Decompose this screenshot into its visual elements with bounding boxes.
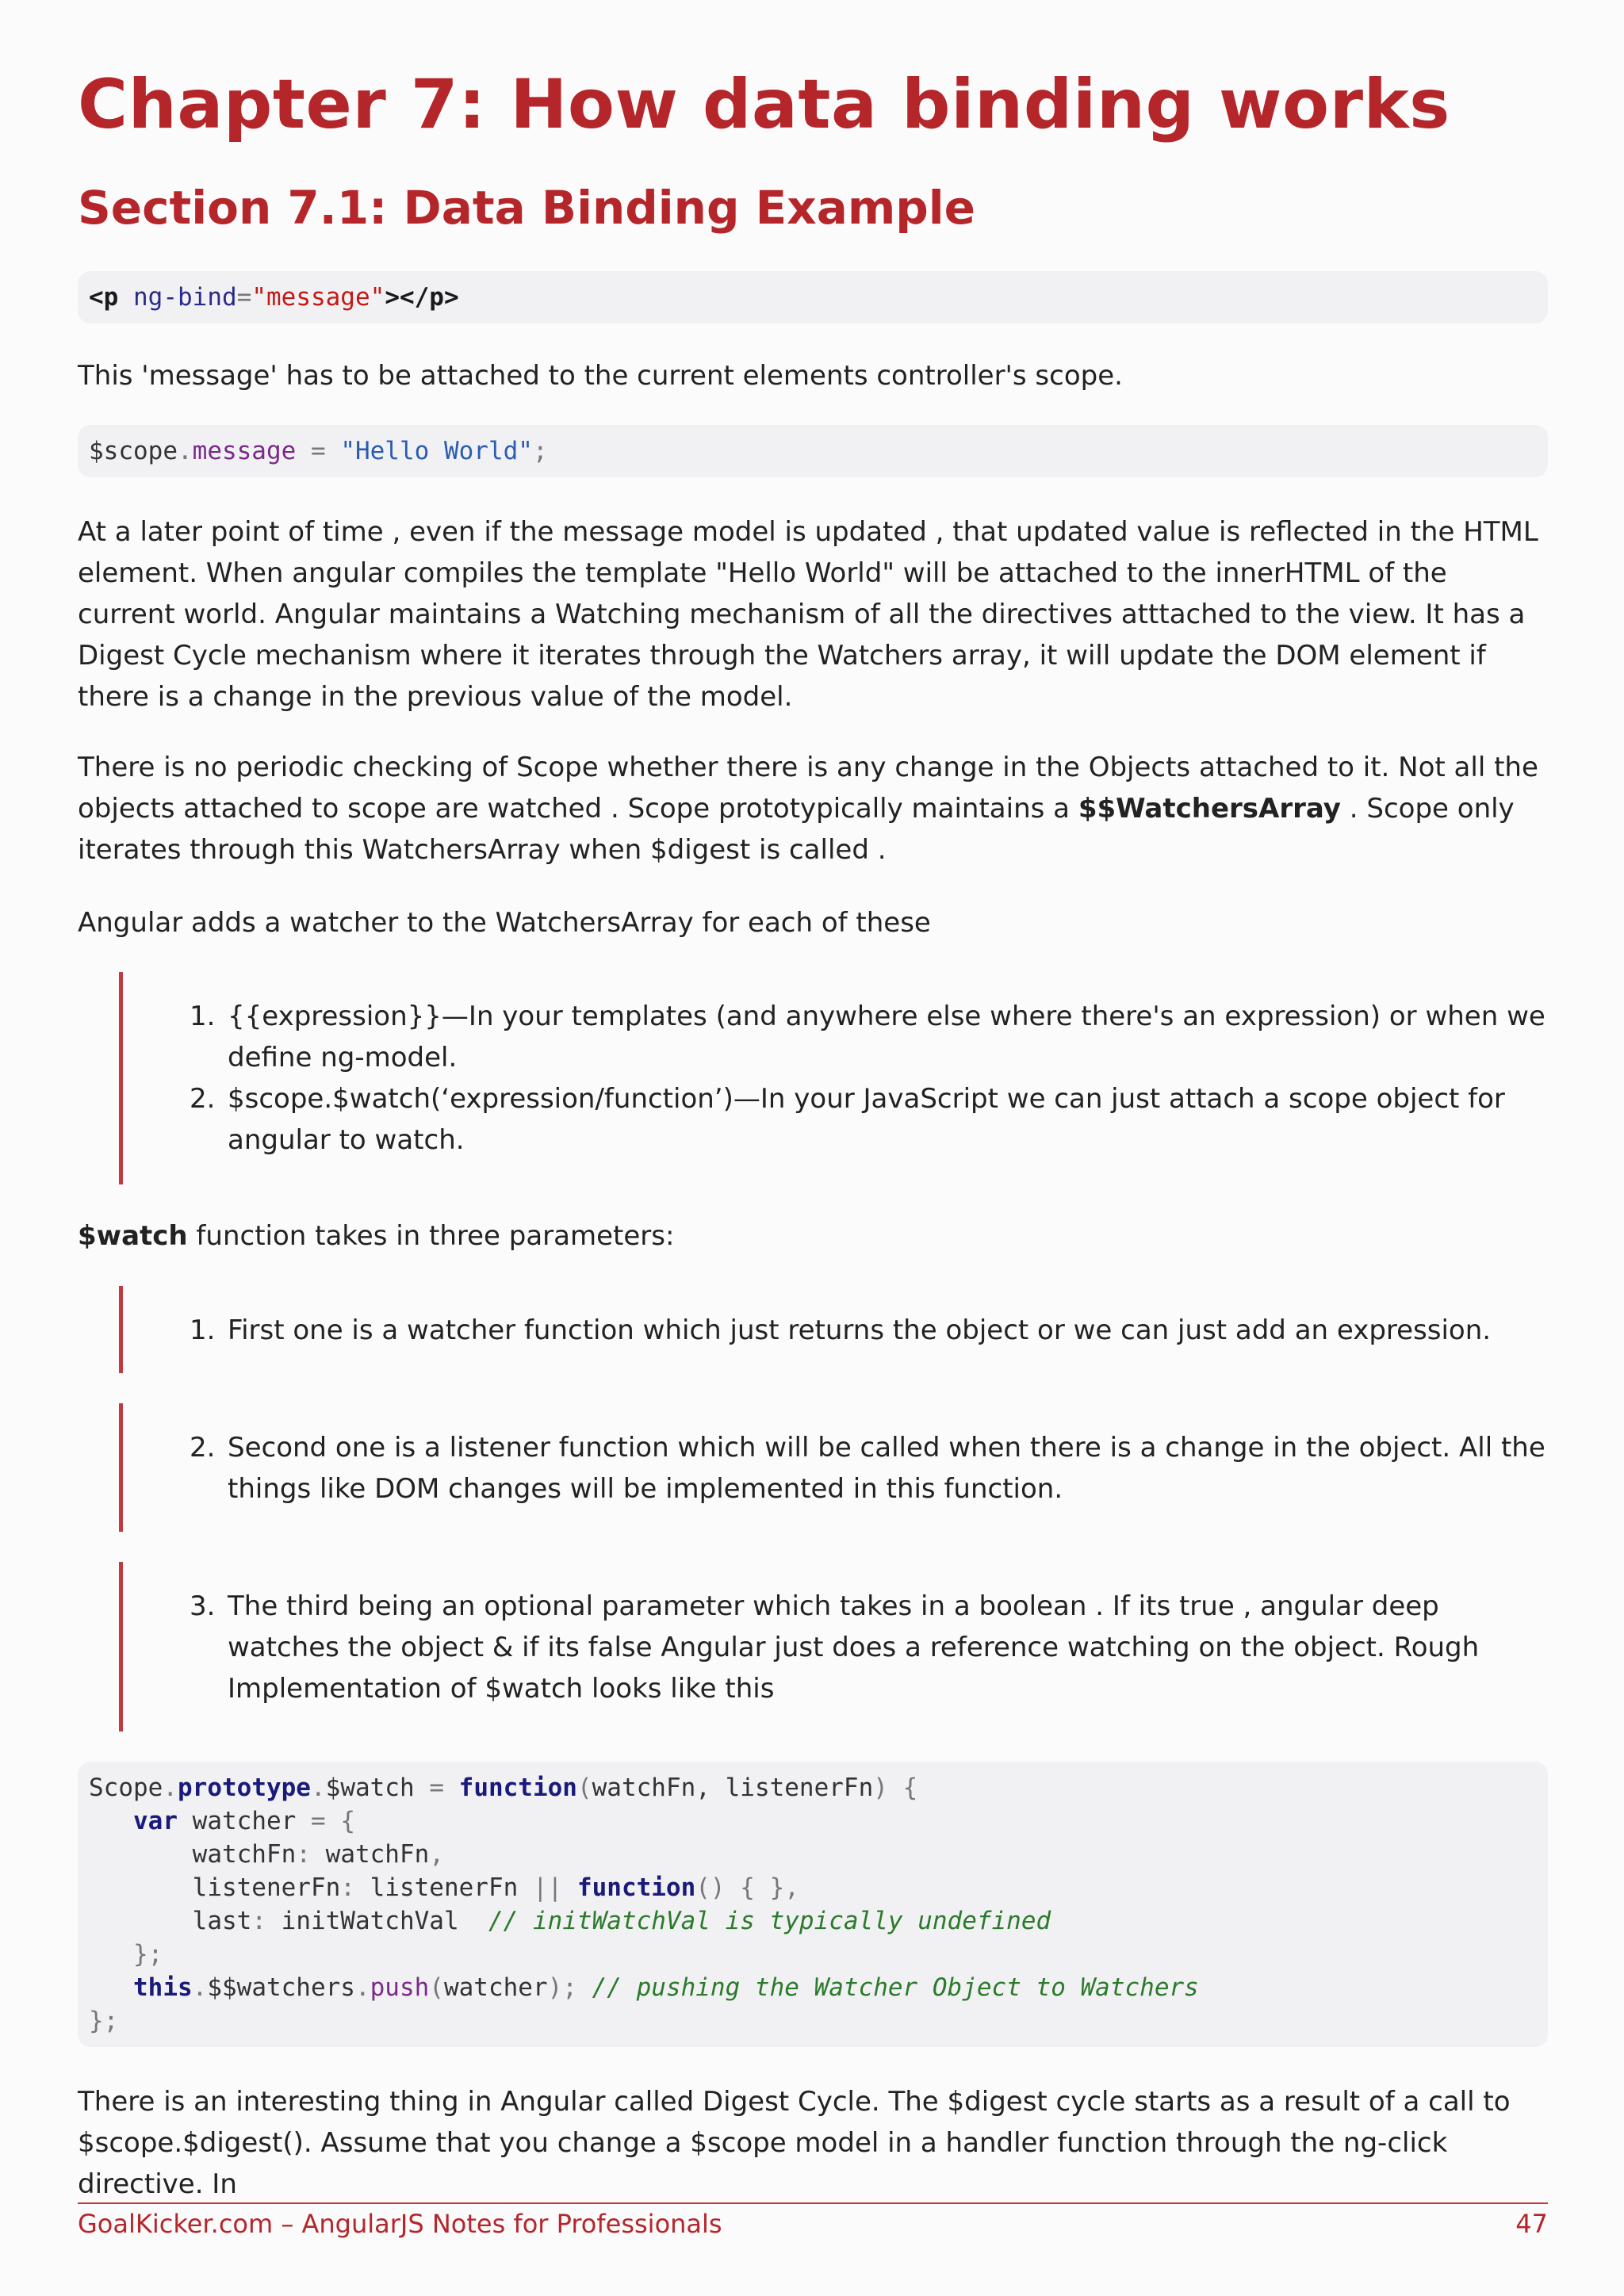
bold-term: $$WatchersArray	[1078, 793, 1341, 825]
paragraph-watcher-intro: Angular adds a watcher to the WatchersArray for each of these	[78, 907, 931, 939]
blockquote-watcher-sources	[119, 972, 1550, 1184]
code-comment: // pushing the Watcher Object to Watchers	[592, 1973, 1199, 2002]
blockquote-param-2	[119, 1403, 1550, 1532]
list-number: 2.	[190, 1432, 216, 1464]
code-token: function	[576, 1873, 696, 1902]
code-block-scope-message	[78, 425, 1548, 477]
list-item	[123, 996, 1550, 1078]
code-token: <p	[89, 283, 119, 312]
code-comment: // initWatchVal is typically undefined	[488, 1907, 1051, 1935]
paragraph-watching-mechanism: At a later point of time , even if the message model is updated , that updated value is reflected in the HTML element. When angular compiles the template "Hello World" will be attached to the innerHTML of the current world. Angular maintains a Watching mechanism of all the directives atttached to the view. It has a Digest Cycle mechanism where it iterates through the Watchers array, it will update the DOM element if there is a change in the previous value of the model.	[78, 516, 1538, 713]
code-token: prototype	[178, 1774, 311, 1802]
blockquote-param-1	[119, 1286, 1550, 1373]
code-token: ></p>	[385, 283, 459, 312]
ordered-list	[123, 1562, 1550, 1709]
list-number: 1.	[190, 1314, 216, 1346]
code-token: function	[458, 1774, 577, 1802]
code-token: ng-bind	[133, 283, 237, 312]
list-item-text: First one is a watcher function which just returns the object or we can just add an expression.	[228, 1314, 1492, 1346]
footer-book-title: GoalKicker.com – AngularJS Notes for Professionals	[78, 2209, 722, 2239]
paragraph-digest-cycle: There is an interesting thing in Angular called Digest Cycle. The $digest cycle starts as a result of a call to $scope.$digest(). Assume that you change a $scope model in a handler function through the ng-click directive. In	[78, 2086, 1511, 2200]
ordered-list	[123, 1403, 1550, 1510]
list-item	[123, 1586, 1550, 1709]
list-item-text: {{expression}}—In your templates (and anywhere else where there's an expression) or when we define ng-model.	[228, 1001, 1545, 1073]
paragraph-watch-params	[78, 1215, 1548, 1257]
code-token: watcher	[192, 1807, 297, 1835]
list-number: 3.	[190, 1590, 216, 1622]
code-token: initWatchVal	[281, 1907, 459, 1935]
ordered-list	[123, 1286, 1550, 1351]
chapter-title: Chapter 7: How data binding works	[78, 65, 1450, 144]
code-token: watchFn	[192, 1840, 297, 1869]
code-token: push	[370, 1973, 430, 2002]
code-token: $$watchers	[207, 1973, 355, 2002]
code-token: listenerFn	[192, 1873, 341, 1902]
code-token: watchFn	[325, 1840, 430, 1869]
code-token: ;	[532, 437, 548, 465]
code-token: "Hello World"	[340, 437, 533, 465]
list-item-text: Second one is a listener function which will be called when there is a change in the object. All the things like DOM changes will be implemented in this function.	[228, 1432, 1545, 1505]
list-item-text: $scope.$watch(‘expression/function’)—In your JavaScript we can just attach a scope object for angular to watch.	[228, 1083, 1505, 1156]
text-run: . Scope only iterates through this WatchersArray when $digest is called .	[78, 793, 1515, 866]
code-token: $scope	[89, 437, 178, 465]
code-block-watch-implementation: Scope.prototype.$watch = function(watchFn, listenerFn) { var watcher = { watchFn: watchFn, listenerFn: listenerFn || function() { }, last: initWatchVal // initWatchVal is typically undefined }; this.$$watchers.push(watcher); // pushing the Watcher Object to Watchers };	[78, 1762, 1548, 2047]
paragraph-message-scope: This 'message' has to be attached to the current elements controller's scope.	[78, 360, 1123, 392]
footer-divider	[78, 2202, 1548, 2204]
section-title: Section 7.1: Data Binding Example	[78, 181, 976, 235]
list-item	[123, 1310, 1550, 1351]
text-run: There is no periodic checking of Scope whether there is any change in the Objects attached to it. Not all the objects attached to scope are watched . Scope prototypically maintains a	[78, 752, 1538, 825]
code-token: watchFn, listenerFn	[592, 1774, 874, 1802]
code-token: .	[177, 437, 193, 465]
paragraph-watchers-array	[78, 747, 1548, 871]
list-item	[123, 1427, 1550, 1510]
code-token: listenerFn	[370, 1873, 519, 1902]
list-number: 1.	[190, 1001, 216, 1032]
code-token: message	[192, 437, 297, 465]
blockquote-param-3	[119, 1562, 1550, 1732]
code-token: var	[133, 1807, 178, 1835]
code-token: last	[192, 1907, 252, 1935]
code-block-ng-bind	[78, 271, 1548, 323]
code-token: =	[296, 437, 341, 465]
list-item	[123, 1078, 1550, 1161]
list-item-text: The third being an optional parameter which takes in a boolean . If its true , angular deep watches the object & if its false Angular just does a reference watching on the object. Rough Implementation of $watch looks like this	[228, 1590, 1480, 1705]
list-number: 2.	[190, 1083, 216, 1115]
code-token: =	[236, 283, 252, 312]
code-token: Scope	[89, 1774, 163, 1802]
code-token: watcher	[443, 1973, 548, 2002]
code-token: "message"	[251, 283, 385, 312]
code-token: $watch	[325, 1774, 415, 1802]
bold-term: $watch	[78, 1220, 188, 1252]
ordered-list	[123, 972, 1550, 1161]
text-run: function takes in three parameters:	[187, 1220, 675, 1252]
footer-page-number: 47	[1515, 2209, 1548, 2239]
code-token: this	[133, 1973, 193, 2002]
